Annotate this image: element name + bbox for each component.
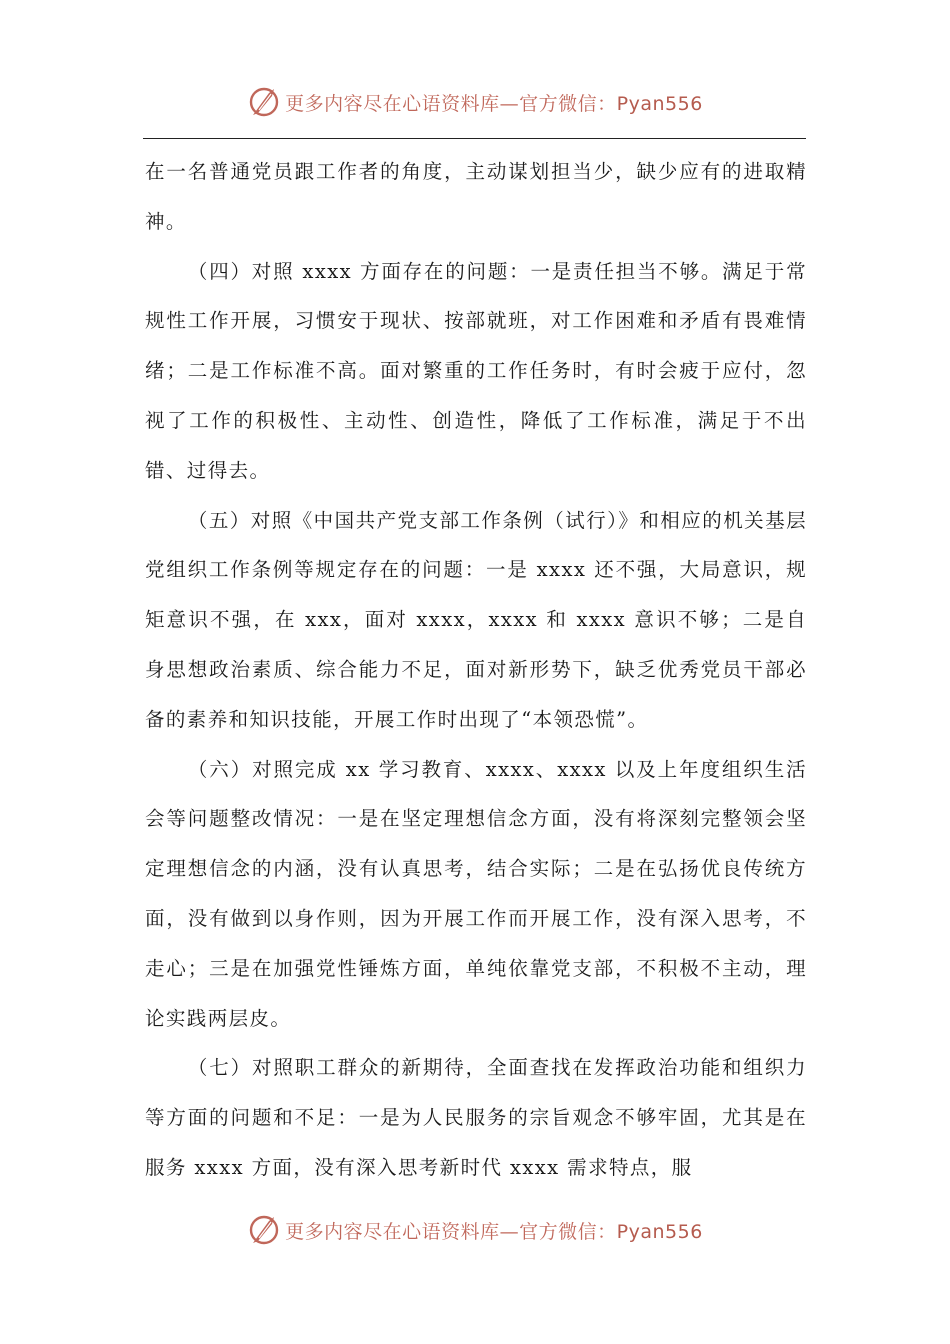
header-banner (0, 82, 950, 122)
header-banner-text: 更多内容尽在心语资料库—官方微信： (285, 92, 617, 115)
paragraph-item-6: （六）对照完成 xx 学习教育、xxxx、xxxx 以及上年度组织生活会等问题整改情况：一是在坚定理想信念方面，没有将深刻完整领会坚定理想信念的内涵，没有认真思考，结合实际；二是在弘扬优良传统方面，没有做到以身作则，因为开展工作而开展工作，没有深入思考，不走心；三是在加强党性锤炼方面，单纯依靠党支部，不积极不主动，理论实践两层皮。 (145, 757, 807, 1030)
paragraph-item-5: （五）对照《中国共产党支部工作条例（试行）》和相应的机关基层党组织工作条例等规定存在的问题：一是 xxxx 还不强，大局意识，规矩意识不强，在 xxx，面对 xxxx，xxxx 和 xxxx 意识不够；二是自身思想政治素质、综合能力不足，面对新形势下，缺乏优秀党员干部必备的素养和知识技能，开展工作时出现了“本领恐慌”。 (145, 508, 807, 731)
footer-banner (0, 1210, 950, 1250)
paragraph-item-7: （七）对照职工群众的新期待，全面查找在发挥政治功能和组织力等方面的问题和不足：一是为人民服务的宗旨观念不够牢固，尤其是在服务 xxxx 方面，没有深入思考新时代 xxxx 需求特点，服 (145, 1056, 807, 1179)
quill-logo-icon (247, 1213, 281, 1247)
header-divider (143, 138, 806, 139)
footer-banner-text: 更多内容尽在心语资料库—官方微信： (285, 1220, 617, 1243)
quill-logo-icon (247, 85, 281, 119)
paragraph-continuation: 在一名普通党员跟工作者的角度，主动谋划担当少，缺少应有的进取精神。 (145, 160, 807, 233)
paragraph-item-4: （四）对照 xxxx 方面存在的问题：一是责任担当不够。满足于常规性工作开展，习惯安于现状、按部就班，对工作困难和矛盾有畏难情绪；二是工作标准不高。面对繁重的工作任务时，有时会疲于应付，忽视了工作的积极性、主动性、创造性，降低了工作标准，满足于不出错、过得去。 (145, 259, 807, 482)
document-body (145, 147, 807, 1193)
footer-wechat-id: Pyan556 (616, 1220, 703, 1243)
header-wechat-id: Pyan556 (616, 92, 703, 115)
